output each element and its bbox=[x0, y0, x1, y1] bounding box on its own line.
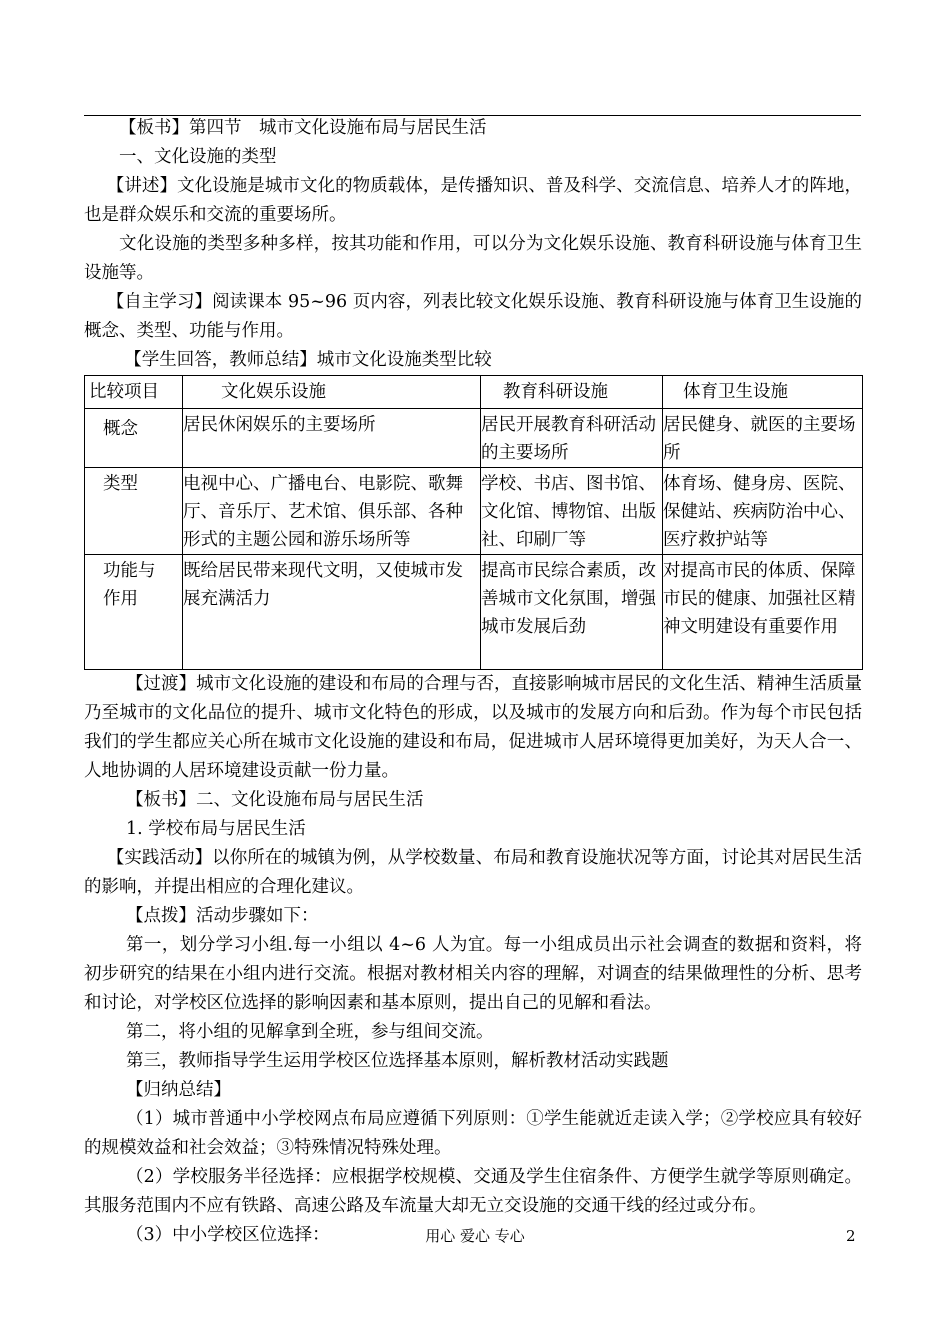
table-row bbox=[85, 468, 863, 555]
row-label: 类型 bbox=[85, 468, 183, 555]
table-row bbox=[85, 409, 863, 468]
page-number: 2 bbox=[846, 1227, 856, 1245]
table-cell: 既给居民带来现代文明，又使城市发展充满活力 bbox=[183, 555, 481, 670]
table-caption: 【学生回答，教师总结】城市文化设施类型比较 bbox=[124, 350, 492, 370]
header-cell: 教育科研设施 bbox=[481, 376, 663, 409]
paragraph: 文化设施的类型多种多样，按其功能和作用，可以分为文化娱乐设施、教育科研设施与体育卫生设施等。 bbox=[84, 234, 862, 283]
table-cell: 居民健身、就医的主要场所 bbox=[663, 409, 863, 468]
table-cell: 对提高市民的体质、保障市民的健康、加强社区精神文明建设有重要作用 bbox=[663, 555, 863, 670]
comparison-table bbox=[84, 375, 863, 670]
page-body bbox=[84, 114, 862, 1250]
subsection-heading: 1. 学校布局与居民生活 bbox=[126, 819, 306, 839]
paragraph: 【过渡】城市文化设施的建设和布局的合理与否，直接影响城市居民的文化生活、精神生活质量乃至城市的文化品位的提升、城市文化特色的形成，以及城市的发展方向和后劲。作为每个市民包括我们的学生都应关心所在城市文化设施的建设和布局，促进城市人居环境得更加美好，为天人合一、人地协调的人居环境建设贡献一份力量。 bbox=[84, 674, 862, 781]
table-cell: 体育场、健身房、医院、保健站、疾病防治中心、医疗救护站等 bbox=[663, 468, 863, 555]
paragraph: 第二，将小组的见解拿到全班，参与组间交流。 bbox=[126, 1022, 494, 1042]
table-cell: 居民开展教育科研活动的主要场所 bbox=[481, 409, 663, 468]
header-cell: 文化娱乐设施 bbox=[183, 376, 481, 409]
paragraph: 【点拨】活动步骤如下： bbox=[126, 906, 319, 926]
table-cell: 提高市民综合素质，改善城市文化氛围，增强城市发展后劲 bbox=[481, 555, 663, 670]
paragraph: 【归纳总结】 bbox=[126, 1080, 231, 1100]
header-cell: 比较项目 bbox=[85, 376, 183, 409]
table-cell: 电视中心、广播电台、电影院、歌舞厅、音乐厅、艺术馆、俱乐部、各种形式的主题公园和游乐场所等 bbox=[183, 468, 481, 555]
section-heading: 一、文化设施的类型 bbox=[119, 147, 277, 167]
paragraph: 第三，教师指导学生运用学校区位选择基本原则，解析教材活动实践题 bbox=[126, 1051, 669, 1071]
paragraph: （3）中小学校区位选择： bbox=[126, 1225, 330, 1245]
paragraph: 【讲述】文化设施是城市文化的物质载体，是传播知识、普及科学、交流信息、培养人才的阵地，也是群众娱乐和交流的重要场所。 bbox=[84, 176, 862, 225]
table-cell: 学校、书店、图书馆、文化馆、博物馆、出版社、印刷厂等 bbox=[481, 468, 663, 555]
table-row bbox=[85, 555, 863, 670]
header-cell: 体育卫生设施 bbox=[663, 376, 863, 409]
table-header-row bbox=[85, 376, 863, 409]
row-label: 概念 bbox=[85, 409, 183, 468]
paragraph: （1）城市普通中小学校网点布局应遵循下列原则：①学生能就近走读入学；②学校应具有较好的规模效益和社会效益；③特殊情况特殊处理。 bbox=[84, 1109, 862, 1158]
paragraph: 第一，划分学习小组.每一小组以 4~6 人为宜。每一小组成员出示社会调查的数据和资料，将初步研究的结果在小组内进行交流。根据对教材相关内容的理解，对调查的结果做理性的分析、思考和讨论，对学校区位选择的影响因素和基本原则，提出自己的见解和看法。 bbox=[84, 935, 862, 1013]
board-heading: 【板书】二、文化设施布局与居民生活 bbox=[126, 790, 424, 810]
paragraph: 【实践活动】以你所在的城镇为例，从学校数量、布局和教育设施状况等方面，讨论其对居民生活的影响，并提出相应的合理化建议。 bbox=[84, 848, 862, 897]
paragraph: （2）学校服务半径选择：应根据学校规模、交通及学生住宿条件、方便学生就学等原则确定。其服务范围内不应有铁路、高速公路及车流量大却无立交设施的交通干线的经过或分布。 bbox=[84, 1167, 862, 1216]
board-heading: 【板书】第四节 城市文化设施布局与居民生活 bbox=[119, 118, 487, 138]
footer-motto: 用心 爱心 专心 bbox=[425, 1227, 525, 1245]
table-cell: 居民休闲娱乐的主要场所 bbox=[183, 409, 481, 468]
paragraph: 【自主学习】阅读课本 95~96 页内容，列表比较文化娱乐设施、教育科研设施与体育卫生设施的概念、类型、功能与作用。 bbox=[84, 292, 862, 341]
row-label: 功能与作用 bbox=[85, 555, 183, 670]
